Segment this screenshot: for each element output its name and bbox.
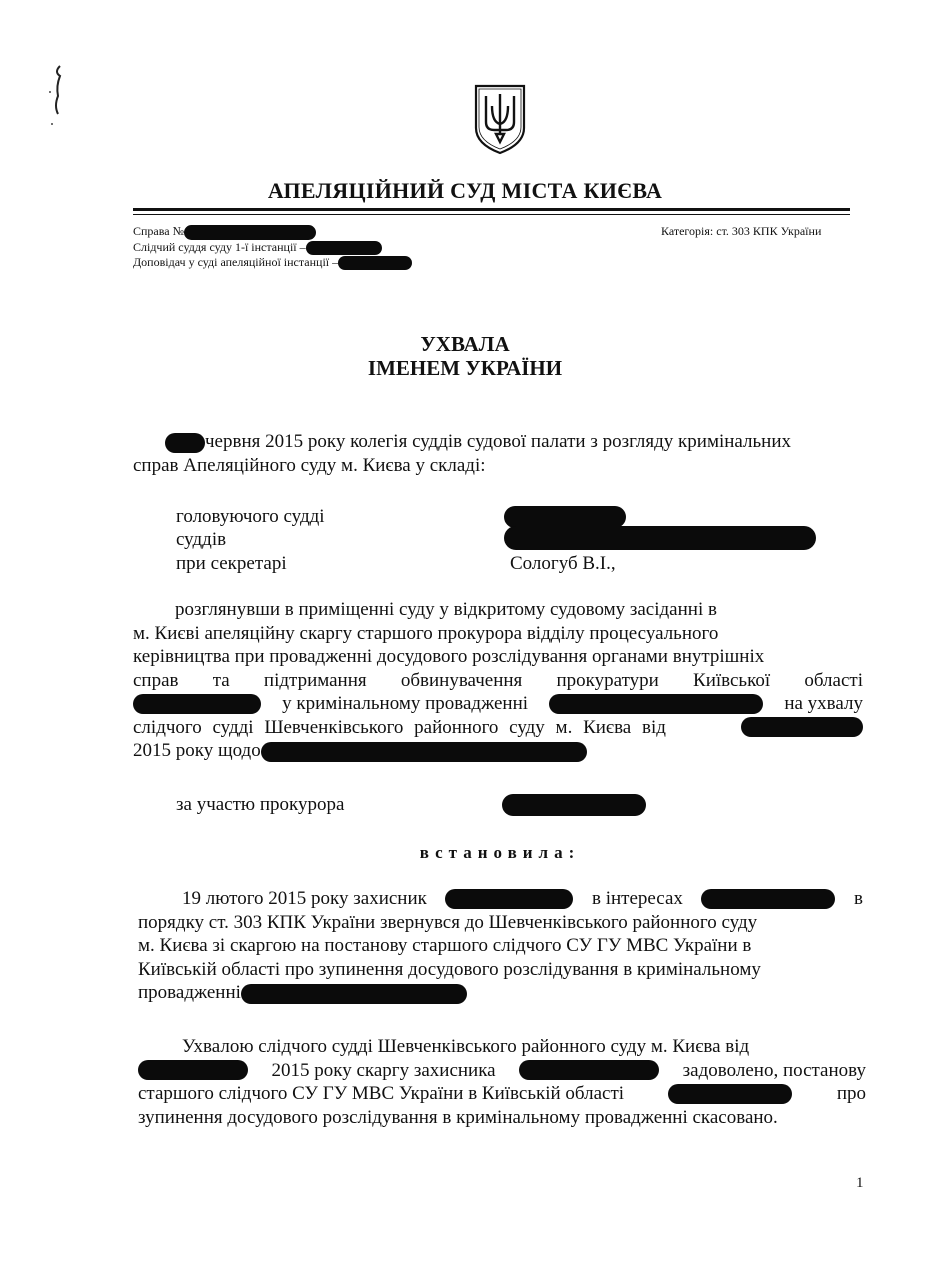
category: Категорія: ст. 303 КПК України (661, 224, 822, 238)
judges-label: суддів (176, 529, 227, 550)
intro-line-2: справ Апеляційного суду м. Києва у складі: (133, 455, 486, 476)
presiding-label: головуючого судді (176, 506, 325, 527)
secretary-label: при секретарі (176, 553, 287, 574)
redaction (445, 889, 573, 909)
secretary-name: Сологуб В.І., (510, 553, 616, 574)
redaction (549, 694, 763, 714)
prosecutor-label: за участю прокурора (176, 794, 345, 815)
trident-emblem-icon (472, 82, 528, 156)
considering-paragraph: розглянувши в приміщенні суду у відкритому судовому засіданні в м. Києві апеляційну скаргу старшого прокурора відділу процесуального керівництва при провадженні досудового розслідування органами внутрішніх справ та підтримання обвинувачення прокуратури Київської області у кримінальному провадженні на ухвалу слідчого судді Шевченківського районного суду м. Києва від 2015 року щодо (133, 599, 863, 761)
header-rule (133, 208, 850, 211)
intro-line-1: червня 2015 року колегія суддів судової палати з розгляду кримінальних (165, 430, 791, 454)
redaction (338, 256, 412, 270)
redaction (261, 742, 587, 762)
redaction (502, 794, 646, 816)
court-name: АПЕЛЯЦІЙНИЙ СУД МІСТА КИЄВА (267, 178, 663, 203)
redaction (165, 433, 205, 453)
redaction (701, 889, 835, 909)
established-heading: встановила: (419, 843, 581, 862)
redaction (519, 1060, 659, 1080)
case-info (133, 224, 412, 270)
redaction (133, 694, 261, 714)
paragraph-2: Ухвалою слідчого судді Шевченківського районного суду м. Києва від 2015 року скаргу захисника задоволено, постанову старшого слідчого СУ ГУ МВС України в Київській області про зупинення досудового розслідування в кримінальному провадженні скасовано. (138, 1036, 866, 1128)
document-subtitle: ІМЕНЕМ УКРАЇНИ (367, 356, 563, 380)
redaction (306, 241, 382, 255)
judge-first-instance-label: Слідчий суддя суду 1-ї інстанції – (133, 239, 306, 254)
redaction (741, 717, 863, 737)
redaction (504, 526, 816, 550)
paragraph-1: 19 лютого 2015 року захисник в інтересах в порядку ст. 303 КПК України звернувся до Шевченківського районного суду м. Києва зі скаргою на постанову старшого слідчого СУ ГУ МВС України в Київській області про зупинення досудового розслідування в кримінальному провадженні (138, 888, 863, 1003)
redaction (184, 225, 316, 240)
rapporteur-label: Доповідач у суді апеляційної інстанції – (133, 255, 339, 269)
header-rule-thin (133, 214, 850, 215)
redaction (504, 506, 626, 528)
margin-mark (46, 62, 72, 132)
document-title: УХВАЛА (420, 332, 510, 356)
page-number: 1 (856, 1175, 864, 1191)
redaction (241, 984, 467, 1004)
case-label: Справа № (133, 224, 185, 238)
redaction (668, 1084, 792, 1104)
redaction (138, 1060, 248, 1080)
